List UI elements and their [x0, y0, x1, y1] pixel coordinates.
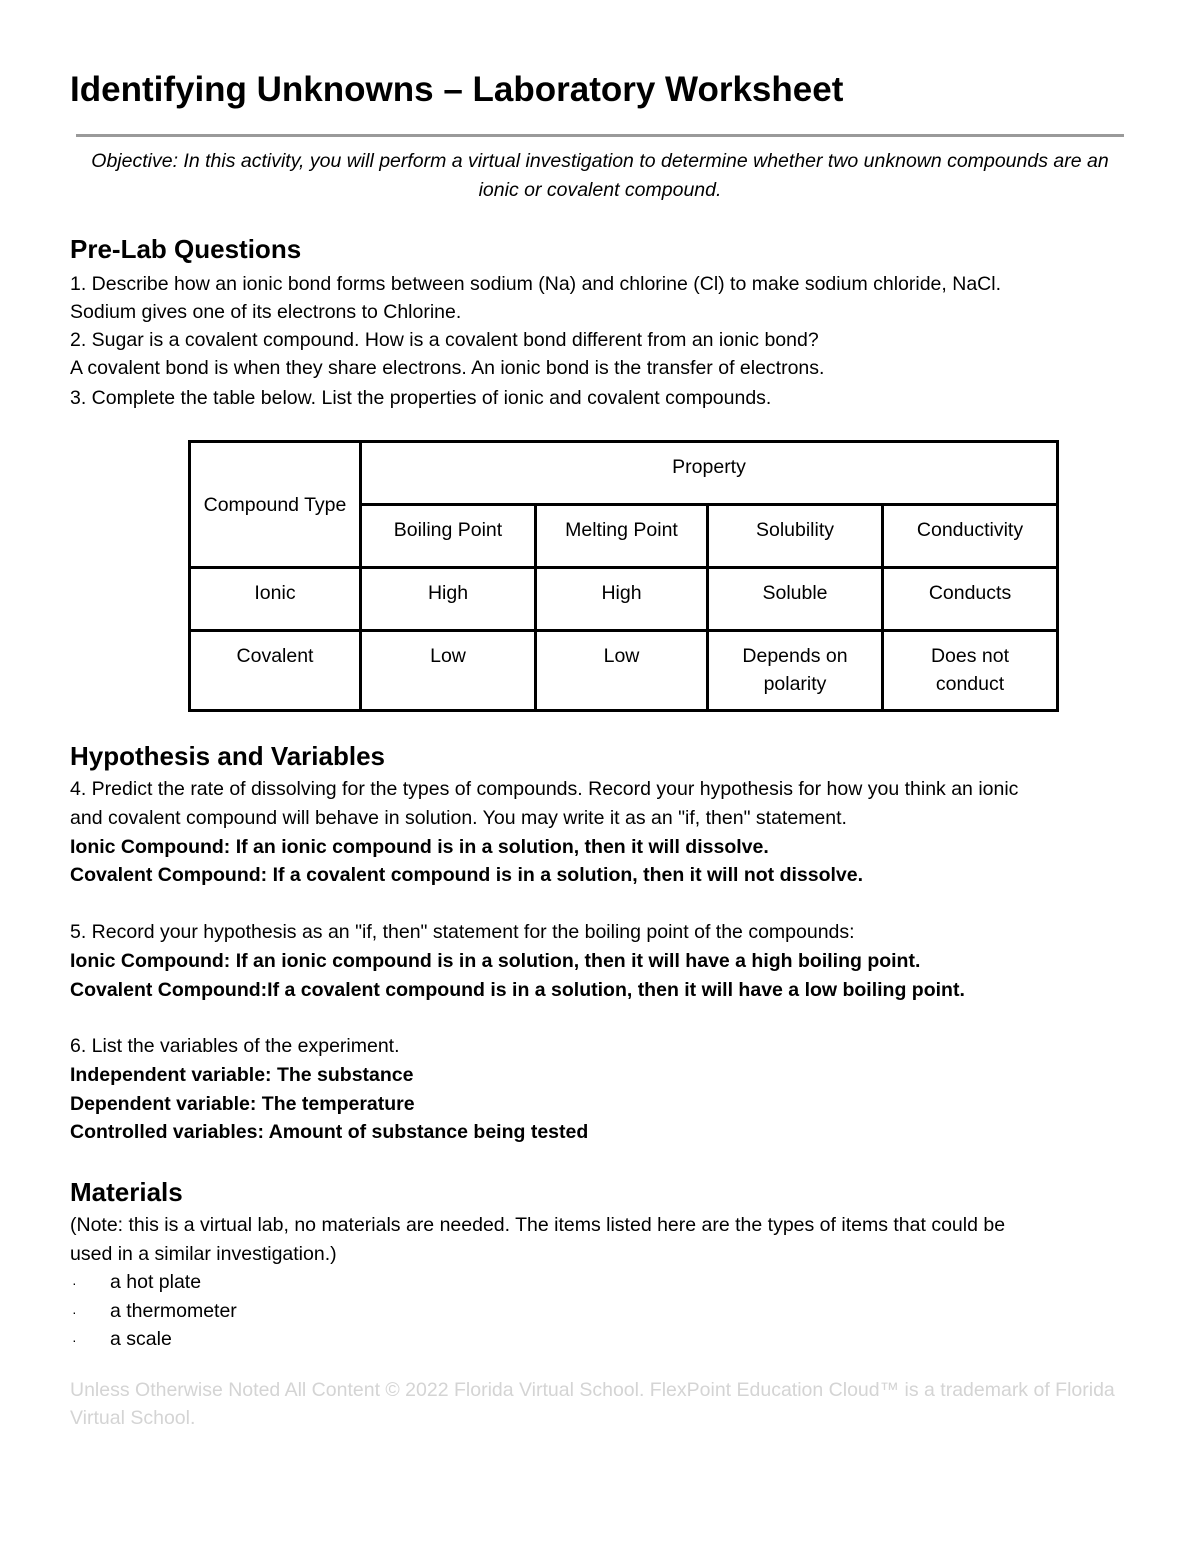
question-2: 2. Sugar is a covalent compound. How is a covalent bond different from an ionic bond? — [70, 329, 819, 351]
independent-variable: Independent variable: The substance — [70, 1064, 414, 1086]
table-row — [190, 568, 1058, 631]
row-label: Ionic — [190, 568, 361, 631]
materials-heading: Materials — [70, 1177, 183, 1207]
answer-5-ionic: Ionic Compound: If an ionic compound is in a solution, then it will have a high boiling point. — [70, 950, 921, 972]
materials-note-line-2: used in a similar investigation.) — [70, 1243, 337, 1265]
list-item — [70, 1268, 201, 1297]
material-item: a hot plate — [110, 1271, 202, 1293]
list-item — [70, 1297, 237, 1326]
table-cell: Does not conduct — [883, 631, 1058, 711]
column-header: Conductivity — [883, 505, 1058, 568]
page-title: Identifying Unknowns – Laboratory Worksheet — [70, 70, 844, 109]
title-divider — [76, 134, 1124, 137]
material-item: a thermometer — [110, 1300, 237, 1322]
bullet-icon: · — [72, 1331, 77, 1348]
question-4-line-1: 4. Predict the rate of dissolving for the types of compounds. Record your hypothesis for how you think an ionic — [70, 778, 1019, 800]
table-cell: Soluble — [708, 568, 883, 631]
answer-1: Sodium gives one of its electrons to Chlorine. — [70, 301, 462, 323]
bullet-icon: · — [72, 1274, 77, 1291]
table-cell: High — [361, 568, 536, 631]
material-item: a scale — [110, 1328, 172, 1350]
answer-4-ionic: Ionic Compound: If an ionic compound is in a solution, then it will dissolve. — [70, 836, 769, 858]
question-4-line-2: and covalent compound will behave in solution. You may write it as an "if, then" statement. — [70, 807, 847, 829]
question-6: 6. List the variables of the experiment. — [70, 1035, 400, 1057]
column-header: Boiling Point — [361, 505, 536, 568]
controlled-variables: Controlled variables: Amount of substance being tested — [70, 1121, 589, 1143]
compound-type-header: Compound Type — [190, 442, 361, 568]
copyright-footer: Unless Otherwise Noted All Content © 2022 Florida Virtual School. FlexPoint Education Cloud™ is a trademark of Florida Virtual School. — [70, 1379, 1115, 1429]
table-cell: Depends on polarity — [708, 631, 883, 711]
bullet-icon: · — [72, 1303, 77, 1320]
question-1: 1. Describe how an ionic bond forms between sodium (Na) and chlorine (Cl) to make sodium chloride, NaCl. — [70, 273, 1002, 295]
objective-text: Objective: In this activity, you will perform a virtual investigation to determine whether two unknown compounds are an ionic or covalent compound. — [91, 150, 1109, 201]
answer-2: A covalent bond is when they share electrons. An ionic bond is the transfer of electrons. — [70, 357, 825, 379]
answer-4-covalent: Covalent Compound: If a covalent compound is in a solution, then it will not dissolve. — [70, 864, 864, 886]
answer-5-covalent: Covalent Compound:If a covalent compound is in a solution, then it will have a low boiling point. — [70, 979, 965, 1001]
table-cell: High — [536, 568, 708, 631]
question-3: 3. Complete the table below. List the properties of ionic and covalent compounds. — [70, 387, 772, 409]
materials-note-line-1: (Note: this is a virtual lab, no materials are needed. The items listed here are the types of items that could be — [70, 1214, 1006, 1236]
table-header-row — [190, 442, 1058, 505]
table-cell: Conducts — [883, 568, 1058, 631]
column-header: Solubility — [708, 505, 883, 568]
table-cell: Low — [536, 631, 708, 711]
dependent-variable: Dependent variable: The temperature — [70, 1093, 415, 1115]
table-row — [190, 631, 1058, 711]
column-header: Melting Point — [536, 505, 708, 568]
property-header: Property — [361, 442, 1058, 505]
list-item — [70, 1325, 172, 1354]
prelab-heading: Pre-Lab Questions — [70, 234, 302, 264]
table-cell: Low — [361, 631, 536, 711]
row-label: Covalent — [190, 631, 361, 711]
hypothesis-heading: Hypothesis and Variables — [70, 741, 386, 771]
question-5: 5. Record your hypothesis as an "if, then" statement for the boiling point of the compounds: — [70, 921, 855, 943]
properties-table — [188, 440, 1059, 712]
